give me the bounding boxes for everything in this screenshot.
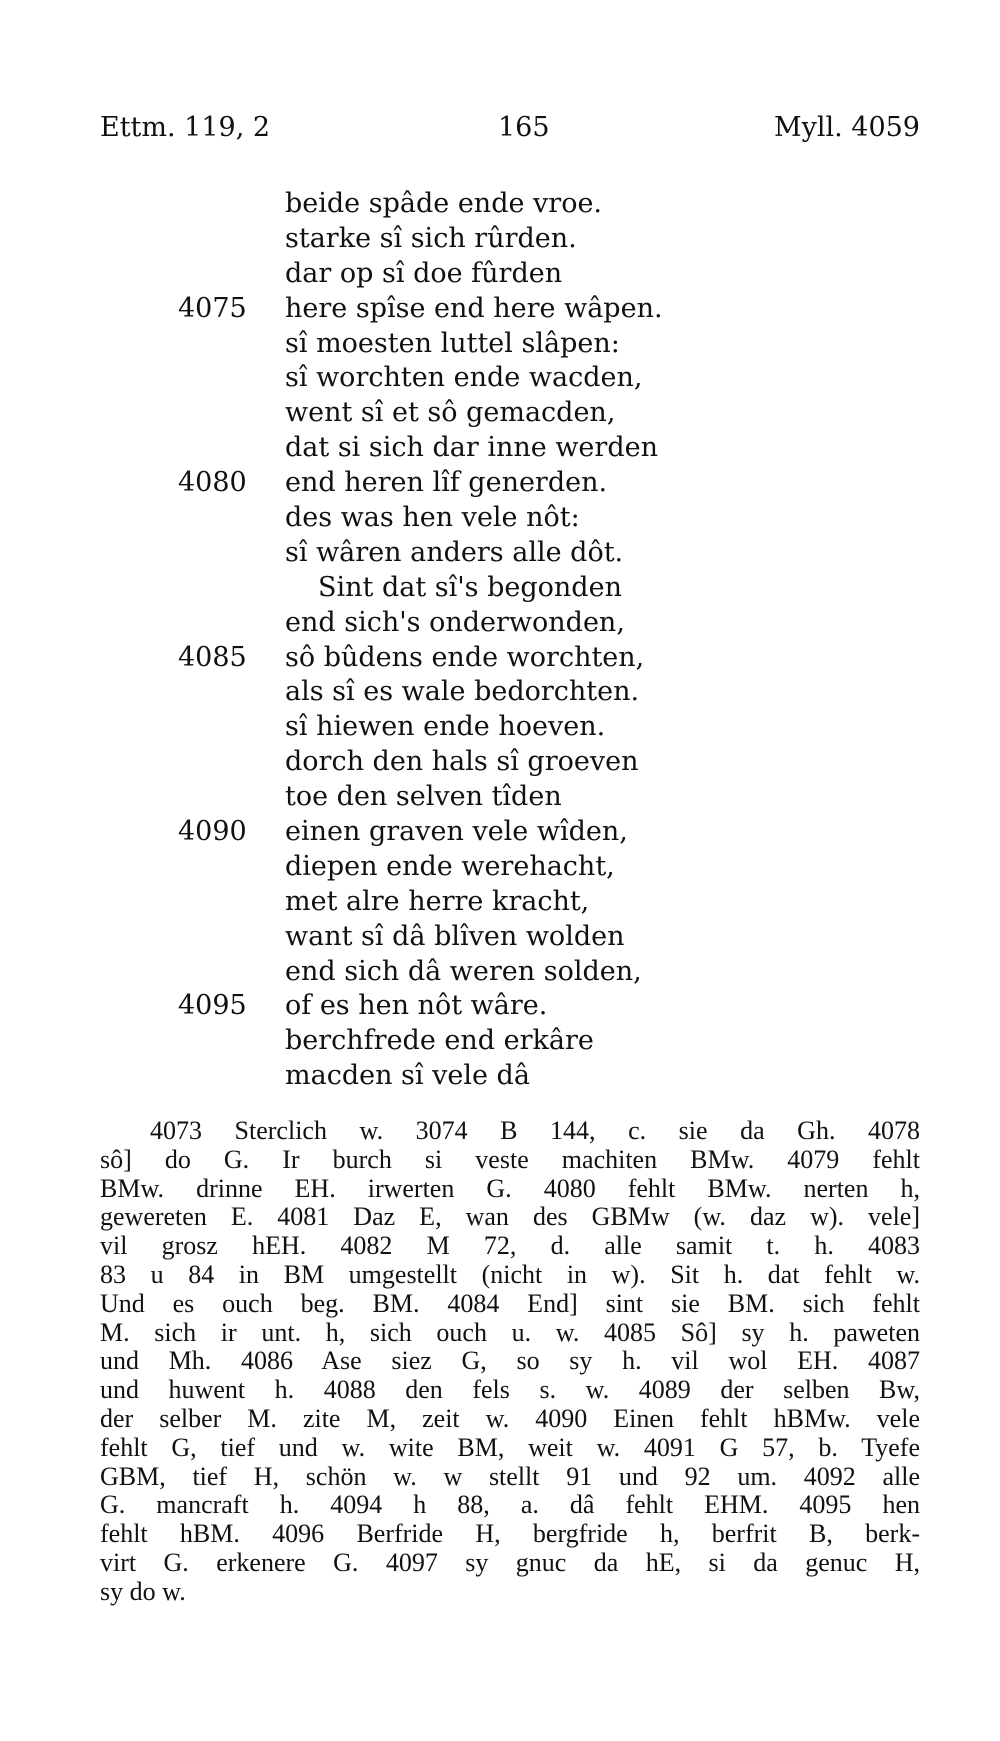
verse-line — [0, 780, 1000, 815]
verse-line — [0, 571, 1000, 606]
note-line: BMw. drinne EH. irwerten G. 4080 fehlt BMw. nerten h, — [100, 1174, 920, 1203]
verse-text: des was hen vele nôt: — [285, 502, 580, 534]
note-line: vil grosz hEH. 4082 M 72, d. alle samit t. h. 4083 — [100, 1232, 920, 1261]
verse-line — [0, 501, 1000, 536]
verse-number: 4085 — [178, 641, 247, 673]
note-line: 4073 Sterclich w. 3074 B 144, c. sie da Gh. 4078 — [150, 1117, 920, 1145]
verse-line — [0, 850, 1000, 885]
verse-text: end sich's onderwonden, — [285, 606, 625, 638]
verse-line — [0, 920, 1000, 955]
verse-line — [0, 431, 1000, 466]
verse-text: dar op sî doe fûrden — [285, 257, 563, 289]
verse-line — [0, 641, 1000, 676]
verse-line — [0, 466, 1000, 501]
verse-line — [0, 606, 1000, 641]
note-line: M. sich ir unt. h, sich ouch u. w. 4085 Sô] sy h. paweten — [100, 1318, 920, 1347]
verse-number: 4095 — [178, 990, 247, 1022]
verse-line — [0, 815, 1000, 850]
note-line: Und es ouch beg. BM. 4084 End] sint sie BM. sich fehlt — [100, 1289, 920, 1318]
note-line: sô] do G. Ir burch si veste machiten BMw. 4079 fehlt — [100, 1145, 920, 1174]
verse-text: sô bûdens ende worchten, — [285, 641, 645, 673]
verse-line — [0, 536, 1000, 571]
verse-line — [0, 989, 1000, 1024]
verse-line — [0, 396, 1000, 431]
verse-text: diepen ende werehacht, — [285, 850, 615, 882]
verse-text: beide spâde ende vroe. — [285, 188, 603, 219]
verse-line — [0, 361, 1000, 396]
verse-text: met alre herre kracht, — [285, 885, 590, 917]
verse-text: macden sî vele dâ — [285, 1060, 530, 1092]
verse-text: dat si sich dar inne werden — [285, 432, 658, 464]
running-head-right: Myll. 4059 — [773, 112, 920, 143]
note-line: 83 u 84 in BM umgestellt (nicht in w). Sit h. dat fehlt w. — [100, 1260, 920, 1289]
verse-text: starke sî sich rûrden. — [285, 222, 577, 254]
verse-text: dorch den hals sî groeven — [285, 746, 639, 778]
verse-line — [0, 1059, 1000, 1094]
verse-text: sî moesten luttel slâpen: — [285, 327, 620, 359]
verse-number: 4090 — [178, 816, 247, 848]
page-number: 165 — [498, 112, 550, 143]
verse-line — [0, 675, 1000, 710]
verse-line — [0, 222, 1000, 257]
verse-line — [0, 710, 1000, 745]
note-line: fehlt hBM. 4096 Berfride H, bergfride h, berfrit B, berk- — [100, 1520, 920, 1549]
critical-apparatus — [100, 1117, 920, 1607]
note-line: GBM, tief H, schön w. w stellt 91 und 92 um. 4092 alle — [100, 1462, 920, 1491]
verse-text: sî worchten ende wacden, — [285, 362, 643, 394]
verse-text: berchfrede end erkâre — [285, 1025, 594, 1057]
verse-line — [0, 745, 1000, 780]
verse-line — [0, 257, 1000, 292]
note-line: und Mh. 4086 Ase siez G, so sy h. vil wol EH. 4087 — [100, 1347, 920, 1376]
verse-text: sî hiewen ende hoeven. — [285, 711, 606, 743]
verse-number: 4080 — [178, 467, 247, 499]
verse-text: sî wâren anders alle dôt. — [285, 536, 624, 568]
verse-text: of es hen nôt wâre. — [285, 990, 548, 1022]
verse-text: end sich dâ weren solden, — [285, 955, 642, 987]
verse-block — [0, 187, 1000, 1094]
verse-line — [0, 292, 1000, 327]
note-line: der selber M. zite M, zeit w. 4090 Einen fehlt hBMw. vele — [100, 1404, 920, 1433]
verse-text: want sî dâ blîven wolden — [285, 920, 625, 952]
verse-text: toe den selven tîden — [285, 781, 562, 813]
verse-text: als sî es wale bedorchten. — [285, 676, 640, 708]
verse-text: einen graven vele wîden, — [285, 816, 628, 848]
verse-line — [0, 955, 1000, 990]
note-line: und huwent h. 4088 den fels s. w. 4089 der selben Bw, — [100, 1376, 920, 1405]
verse-text: here spîse end here wâpen. — [285, 292, 663, 324]
verse-line — [0, 1024, 1000, 1059]
page-header — [100, 112, 920, 148]
verse-text: Sint dat sî's begonden — [318, 571, 622, 603]
verse-text: went sî et sô gemacden, — [285, 397, 616, 429]
note-line: fehlt G, tief und w. wite BM, weit w. 4091 G 57, b. Tyefe — [100, 1433, 920, 1462]
verse-line — [0, 885, 1000, 920]
verse-number: 4075 — [178, 292, 247, 324]
note-line: G. mancraft h. 4094 h 88, a. dâ fehlt EHM. 4095 hen — [100, 1491, 920, 1520]
verse-line — [0, 187, 1000, 222]
note-line: virt G. erkenere G. 4097 sy gnuc da hE, si da genuc H, — [100, 1548, 920, 1577]
note-line: sy do w. — [100, 1577, 186, 1606]
verse-line — [0, 327, 1000, 362]
running-head-left: Ettm. 119, 2 — [100, 112, 271, 143]
note-line: gewereten E. 4081 Daz E, wan des GBMw (w. daz w). vele] — [100, 1203, 920, 1232]
verse-text: end heren lîf generden. — [285, 467, 608, 499]
